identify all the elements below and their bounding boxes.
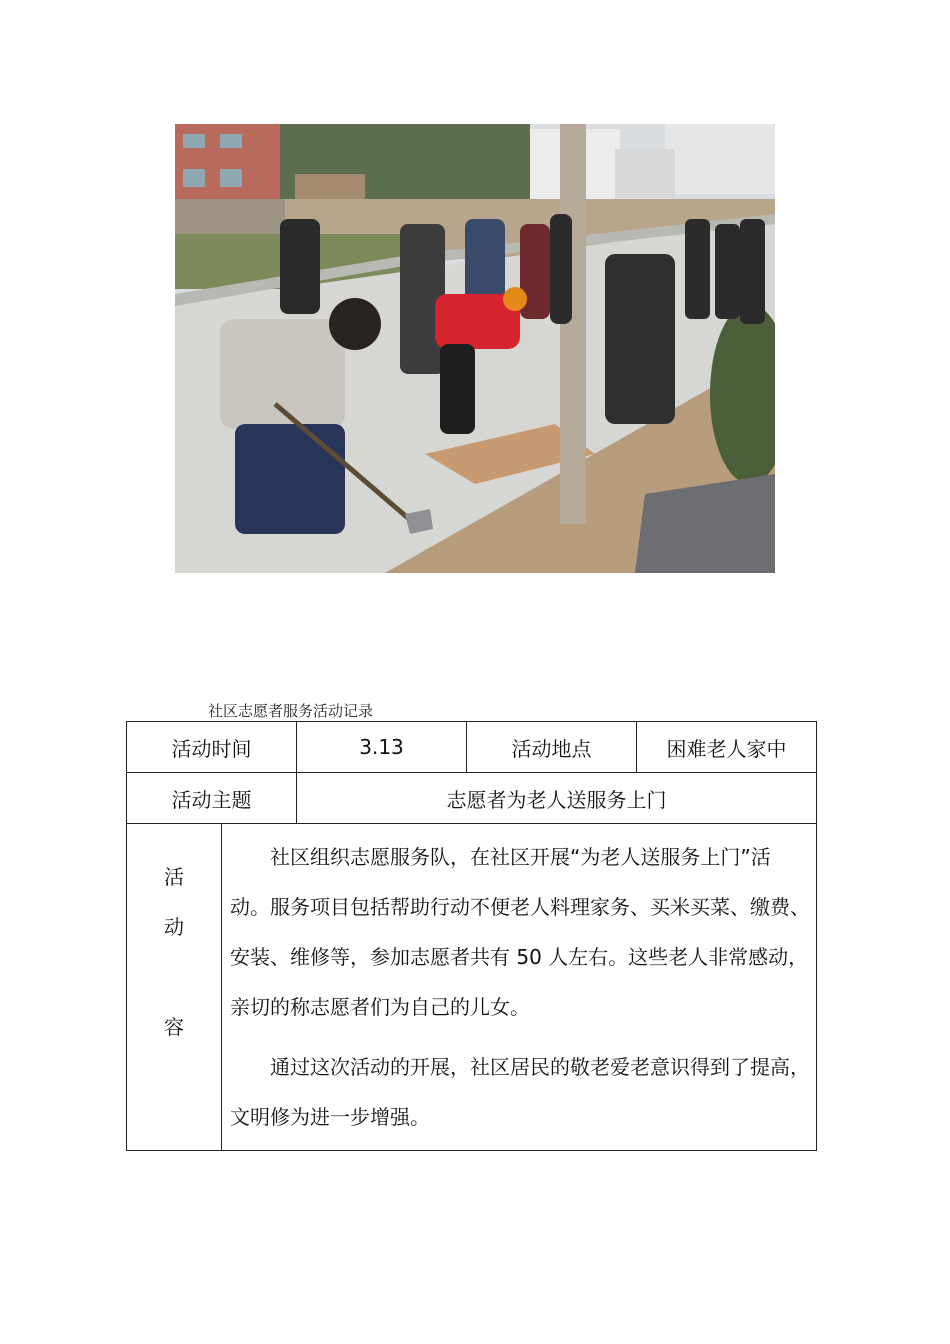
- theme-label: 活动主题: [127, 773, 297, 824]
- time-value: 3.13: [297, 722, 467, 773]
- content-label-char: 动: [164, 915, 184, 939]
- content-paragraph: 社区组织志愿服务队，在社区开展“为老人送服务上门”活动。服务项目包括帮助行动不便老人料理家务、买米买菜、缴费、安装、维修等，参加志愿者共有 50 人左右。这些老人非常感动，亲切的称志愿者们为自己的儿女。: [230, 845, 810, 1019]
- activity-photo: [175, 124, 775, 573]
- content-paragraph: 通过这次活动的开展，社区居民的敬老爱老意识得到了提高，文明修为进一步增强。: [230, 1055, 810, 1129]
- place-label: 活动地点: [467, 722, 637, 773]
- time-label: 活动时间: [127, 722, 297, 773]
- theme-value: 志愿者为老人送服务上门: [297, 773, 817, 824]
- table-caption: 社区志愿者服务活动记录: [208, 702, 374, 720]
- photo-icon: [175, 124, 775, 573]
- content-label-char: 容: [164, 1015, 184, 1039]
- content-label: [127, 824, 222, 1151]
- content-label-char: 活: [164, 865, 184, 889]
- place-value: 困难老人家中: [637, 722, 817, 773]
- table-row: [127, 824, 817, 1151]
- content-label-spacer: [127, 952, 221, 1002]
- table-row: [127, 722, 817, 773]
- content-body: [222, 824, 817, 1151]
- activity-record-table: [126, 721, 817, 1151]
- table-row: [127, 773, 817, 824]
